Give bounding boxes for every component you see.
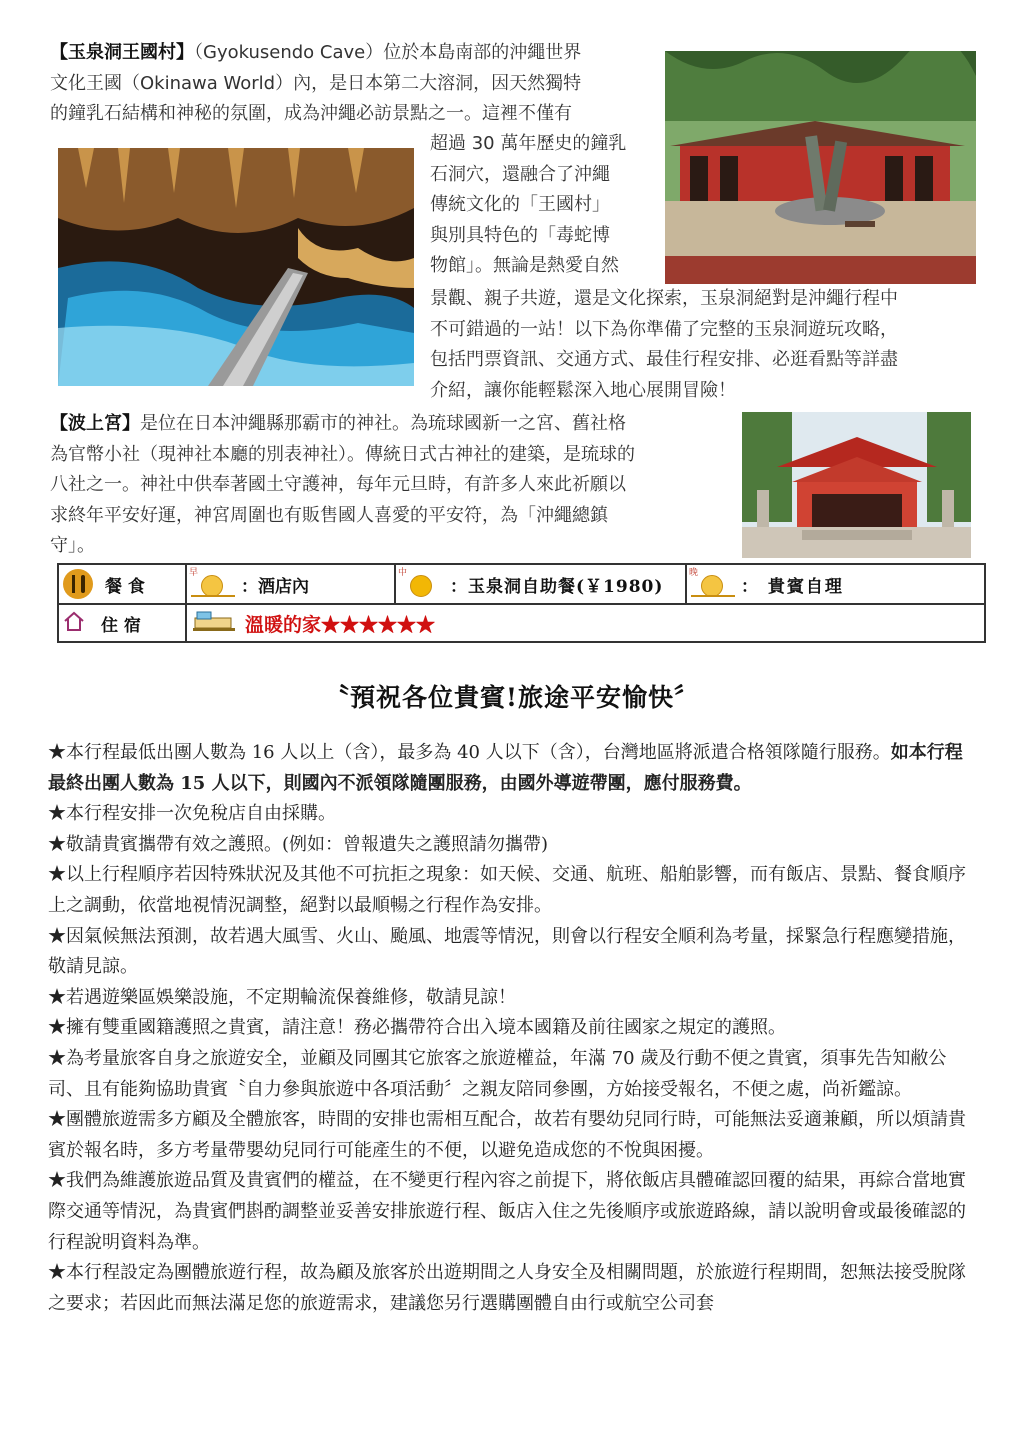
meal-label: 餐 食: [105, 576, 145, 597]
note-item: ★本行程最低出團人數為 16 人以上（含），最多為 40 人以下（含），台灣地區將派遣合格領隊隨行服務。如本行程最終出團人數為 15 人以下，則國內不派領隊隨團服務，由國外導遊帶團，應付服務費。: [48, 742, 963, 794]
note-item: ★因氣候無法預測，故若遇大風雪、火山、颱風、地震等情況，則會以行程安全順利為考量，採緊急行程應變措施，敬請見諒。: [48, 925, 966, 978]
section1-line: （Gyokusendo Cave）位於本島南部的沖繩世界: [194, 42, 582, 63]
section1-wide-text: [430, 284, 990, 406]
note-item: ★為考量旅客自身之旅遊安全，並顧及同團其它旅客之旅遊權益，年滿 70 歲及行動不便之貴賓，須事先告知敝公司、且有能夠協助貴賓〝自力參與旅遊中各項活動〞之親友陪同參團，方始接受報名，不便之處，尚祈鑑諒。: [48, 1047, 947, 1100]
dinner-value: ： 貴賓自理: [741, 576, 844, 597]
house-icon: [63, 610, 85, 637]
lunch-cell: [400, 565, 685, 603]
meal-icon: [63, 569, 93, 599]
page-heading: 〝預祝各位貴賓!旅途平安愉快〞: [324, 683, 700, 712]
section1-line: 不可錯過的一站！以下為你準備了完整的玉泉洞遊玩攻略，: [430, 318, 898, 340]
sun-icon: 中: [400, 571, 444, 597]
cave-photo: [58, 148, 414, 386]
naminoue-shrine-photo: [742, 412, 971, 558]
section2-title: 【波上宮】: [50, 413, 140, 434]
note-item: ★團體旅遊需多方顧及全體旅客，時間的安排也需相互配合，故若有嬰幼兒同行時，可能無法妥適兼顧，所以煩請貴賓於報名時，多方考量帶嬰幼兒同行可能產生的不便，以避免造成您的不悅與困擾。: [48, 1109, 966, 1161]
bed-icon: [191, 608, 239, 639]
section2-line: 守」。: [50, 535, 95, 556]
note-item: ★若遇遊樂區娛樂設施，不定期輪流保養維修，敬請見諒！: [48, 986, 516, 1008]
section1-line: 與別具特色的「毒蛇博: [430, 224, 610, 246]
section1-line: 石洞穴，還融合了沖繩: [430, 163, 610, 185]
meal-label-cell: [59, 565, 185, 603]
lodging-cell: [191, 605, 981, 641]
section1-line: 包括門票資訊、交通方式、最佳行程安排、必逛看點等詳盡: [430, 349, 898, 370]
section1-line: 傳統文化的「王國村」: [430, 194, 610, 215]
section2-line: 求終年平安好運，神宮周圍也有販售國人喜愛的平安符，為「沖繩總鎮: [50, 504, 608, 526]
section1-line: 超過 30 萬年歷史的鐘乳: [430, 133, 627, 154]
sunrise-icon: 早: [191, 571, 235, 597]
lodging-label-cell: [59, 605, 185, 641]
breakfast-cell: [191, 565, 396, 603]
breakfast-value: ：酒店內: [241, 576, 309, 597]
section1-narrow-text: [430, 129, 660, 282]
sunset-icon: 晚: [691, 571, 735, 597]
notes-list: [48, 738, 978, 1319]
lodging-value: 溫暖的家★★★★★★: [245, 613, 436, 636]
lunch-value: ：玉泉洞自助餐(￥1980): [450, 576, 664, 597]
meal-row: [59, 565, 984, 605]
section1-line: 物館」。無論是熱愛自然: [430, 255, 619, 276]
section1-line: 的鐘乳石結構和神秘的氛圍，成為沖繩必訪景點之一。這裡不僅有: [50, 103, 572, 124]
section1-title: 【玉泉洞王國村】: [50, 42, 194, 63]
section2-text: [50, 409, 740, 562]
section2-line: 八社之一。神社中供奉著國土守護神，每年元旦時，有許多人來此祈願以: [50, 474, 626, 495]
note-item: ★擁有雙重國籍護照之貴賓，請注意！務必攜帶符合出入境本國籍及前往國家之規定的護照。: [48, 1017, 786, 1039]
meal-table: [57, 563, 986, 643]
note-item: ★本行程設定為團體旅遊行程，故為顧及旅客於出遊期間之人身安全及相關問題，於旅遊行程期間，恕無法接受脫隊之要求；若因此而無法滿足您的旅遊需求，建議您另行選購團體自由行或航空公司套: [48, 1262, 966, 1314]
note-item: ★敬請貴賓攜帶有效之護照。(例如：曾報遺失之護照請勿攜帶): [48, 833, 549, 855]
section1-line: 介紹，讓你能輕鬆深入地心展開冒險！: [430, 379, 736, 401]
lodging-row: [59, 605, 984, 641]
dinner-cell: [691, 565, 981, 603]
note-bold: 如本行程最終出團人數為 15 人以下，則國內不派領隊隨團服務，由國外導遊帶團，應付服務費。: [48, 742, 963, 794]
lodging-label: 住 宿: [101, 615, 141, 636]
note-item: ★我們為維護旅遊品質及貴賓們的權益，在不變更行程內容之前提下，將依飯店具體確認回覆的結果，再綜合當地實際交通等情況，為貴賓們斟酌調整並妥善安排旅遊行程、飯店入住之先後順序或旅遊路線，請以說明會或最後確認的行程說明資料為準。: [48, 1170, 966, 1253]
note-item: ★以上行程順序若因特殊狀況及其他不可抗拒之現象：如天候、交通、航班、船舶影響，而有飯店、景點、餐食順序上之調動，依當地視情況調整，絕對以最順暢之行程作為安排。: [48, 864, 966, 916]
section1-line: 文化王國（Okinawa World）內，是日本第二大溶洞，因天然獨特: [50, 72, 582, 94]
section2-line: 是位在日本沖繩縣那霸市的神社。為琉球國新一之宮、舊社格: [140, 413, 626, 434]
okinawa-world-photo: [665, 51, 976, 284]
section2-line: 為官幣小社（現神社本廳的別表神社）。傳統日式古神社的建築，是琉球的: [50, 443, 635, 465]
section1-line: 景觀、親子共遊，還是文化探索，玉泉洞絕對是沖繩行程中: [430, 288, 898, 309]
note-item: ★本行程安排一次免稅店自由採購。: [48, 803, 336, 825]
section1-intro: [50, 38, 650, 130]
